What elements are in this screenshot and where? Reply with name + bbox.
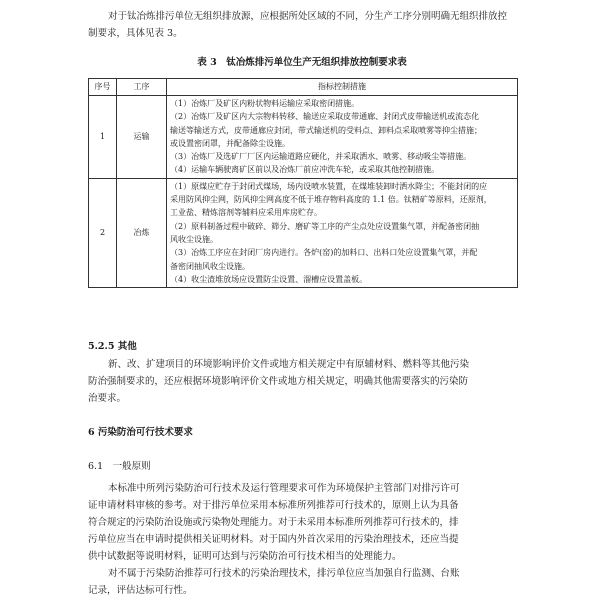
- measure-line: （3）冶炼厂及选矿厂厂区内运输道路应硬化，并采取洒水、喷雾、移动吸尘等措施。: [170, 152, 472, 162]
- paragraph-line: 记录，评估达标可行性。: [88, 585, 193, 596]
- measure-line: （1）冶炼厂及矿区内粉状物料运输应采取密闭措施。: [170, 99, 360, 108]
- measure-line: （1）原煤应贮存于封闭式煤场，场内设喷水装置，在煤堆装卸时洒水降尘；不能封闭的应: [170, 181, 488, 191]
- paragraph-line: 本标准中所列污染防治可行技术及运行管理要求可作为环境保护主管部门对排污许可: [108, 483, 460, 494]
- section-heading-5-2-5: 5.2.5 其他: [88, 341, 137, 352]
- row-measures: [167, 96, 518, 179]
- paragraph-line: 防治强制要求的，还应根据环境影响评价文件或地方相关规定，明确其他需要落实的污染防: [88, 376, 469, 387]
- row-seq: 2: [89, 178, 117, 287]
- paragraph-line: 污单位应当在申请时提供相关证明材料。对于国内外首次采用的污染治理技术，还应当提: [88, 534, 459, 545]
- intro-text: 对于钛冶炼排污单位无组织排放源，应根据所处区域的不同，分生产工序分别明确无组织排放控制要求，具体见表 3。: [88, 11, 508, 39]
- measure-line: （2）原料制备过程中破碎、筛分、磨矿等工序的产尘点处应设置集气罩，并配备密闭抽: [170, 221, 480, 231]
- row-seq: 1: [89, 96, 117, 179]
- section-5-2-5-paragraph: [88, 356, 516, 407]
- section-heading-6: 6 污染防治可行技术要求: [88, 427, 193, 438]
- row-process: 冶炼: [117, 178, 167, 287]
- measure-line: （2）冶炼厂及矿区内大宗物料转移、输送应采取皮带通廊、封闭式皮带输送机或流态化: [170, 112, 480, 122]
- header-seq: 序号: [89, 79, 117, 96]
- paragraph-line: 证申请材料审核的参考。对于排污单位采用本标准所列推荐可行技术的，原则上认为具备: [88, 500, 459, 511]
- section-heading-6-1: 6.1 一般原则: [88, 461, 151, 472]
- table-header-row: [89, 79, 518, 96]
- section-6-1-paragraph: [88, 480, 516, 599]
- table-row: [89, 96, 518, 179]
- paragraph-line: 符合规定的污染防治设施或污染物处理能力。对于未采用本标准所列推荐可行技术的，排: [88, 517, 459, 528]
- measure-line: 备密闭抽风收尘设施。: [170, 261, 250, 271]
- measure-line: （4）运输车辆驶离矿区前以及冶炼厂前应冲洗车轮，或采取其他控制措施。: [170, 165, 440, 175]
- paragraph-line: 供中试数据等说明材料，证明可达到与污染防治可行技术相当的处理能力。: [88, 551, 402, 562]
- header-process: 工序: [117, 79, 167, 96]
- row-process: 运输: [117, 96, 167, 179]
- table-row: [89, 178, 518, 287]
- paragraph-line: 新、改、扩建项目的环境影响评价文件或地方相关规定中有原辅材料、燃料等其他污染: [108, 359, 470, 370]
- measure-line: 采用防风抑尘网，防风抑尘网高度不低于堆存物料高度的 1.1 倍。钛精矿等原料，还原剂，: [170, 195, 492, 205]
- row-measures: [167, 178, 518, 287]
- measure-line: 风收尘设施。: [170, 234, 218, 244]
- table-caption: 表 3 钛冶炼排污单位生产无组织排放控制要求表: [197, 57, 407, 68]
- measure-line: （4）收尘渣堆放场应设置防尘设置、溜槽应设置盖板。: [170, 274, 368, 284]
- measure-line: （3）冶炼工序应在封闭厂房内进行。各炉(窑)的加料口、出料口处应设置集气罩，并配: [170, 248, 478, 258]
- measure-line: 或设置密闭罩，并配备除尘设施。: [170, 138, 290, 148]
- control-requirements-table: [88, 78, 518, 288]
- measure-line: 输送等输送方式，皮带通廊应封闭，带式输送机的受料点、卸料点采取喷雾等抑尘措施；: [170, 125, 482, 135]
- measure-line: 工业盐、精炼溶剂等辅料应采用库房贮存。: [170, 208, 322, 218]
- paragraph-line: 治要求。: [88, 393, 127, 404]
- intro-paragraph: [88, 8, 516, 42]
- paragraph-line: 对不属于污染防治推荐可行技术的污染治理技术，排污单位应当加强自行监测、台账: [108, 568, 460, 579]
- header-measures: 指标控制措施: [167, 79, 518, 96]
